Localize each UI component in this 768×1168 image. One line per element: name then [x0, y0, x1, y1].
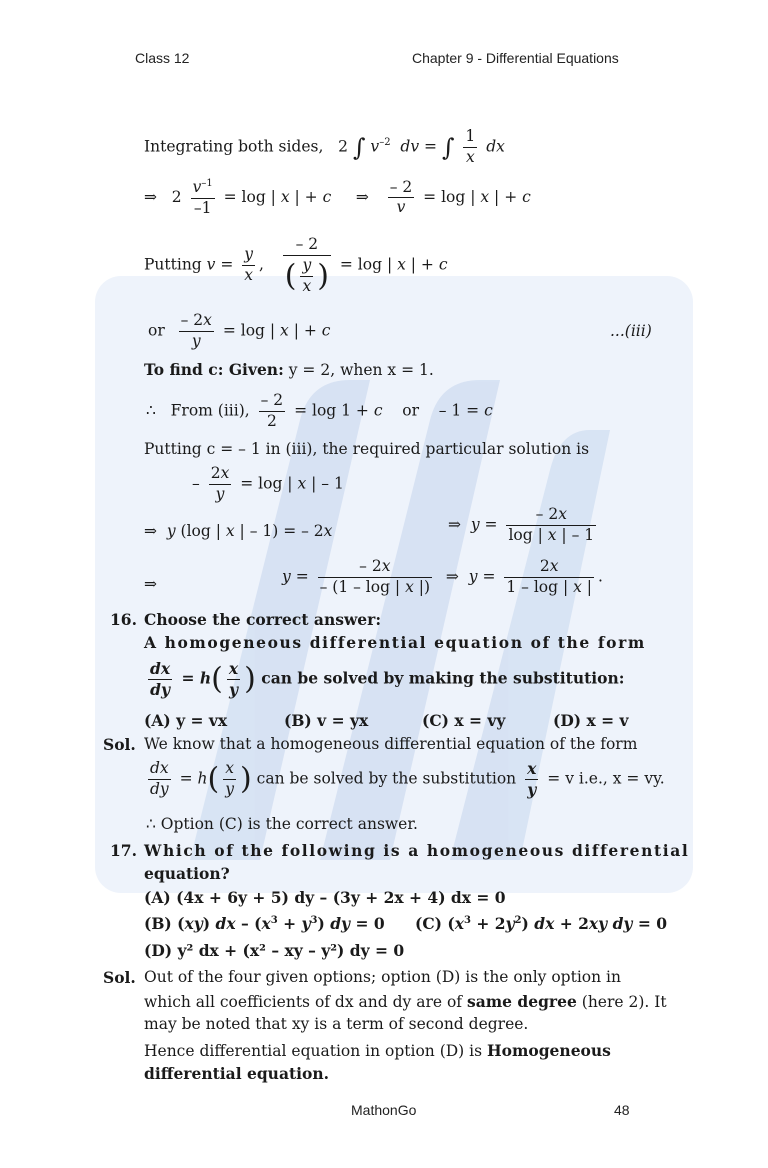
sol16-line-2-rest: = v i.e., x = vy. — [547, 769, 665, 788]
q17-opt-c: (C) $(x^3 + 2y^2)$ dx + 2xy dy = 0 — [415, 914, 668, 933]
sol17-line-4a: Hence differential equation in option (D) is — [144, 1042, 483, 1060]
find-c-label: To find c: Given: — [144, 360, 284, 379]
putting-c-line: Putting c = – 1 in (iii), the required particular solution is — [144, 440, 590, 458]
implies-line-3: ⇒ y = $\frac{- 2x}{\log | x | - 1}$ — [448, 505, 595, 544]
or-line: or $\frac{- 2x}{y}$ = log | x | + c — [148, 311, 331, 350]
find-c-rest: y = 2, when x = 1. — [288, 361, 434, 379]
integrating-label: Integrating both sides, — [144, 137, 324, 156]
header-class: Class 12 — [135, 50, 190, 66]
page-number: 48 — [614, 1102, 630, 1118]
implies-line-2: ⇒ y (log | x | – 1) = – 2x — [144, 522, 333, 540]
q17-opt-a: (A) (4x + 6y + 5) dy – (3y + 2x + 4) dx = 0 — [144, 888, 506, 907]
sol17-line-2b: same degree — [466, 992, 577, 1011]
q16-opt-a: (A) y = vx — [144, 711, 228, 730]
sol16-line-2-text: can be solved by the substitution — [256, 769, 517, 788]
sol17-line-4b: Homogeneous — [487, 1041, 611, 1060]
q17-opt-b: (B) (xy) dx – $(x^3 + y^3)$ dy = 0 — [144, 914, 385, 933]
from-iii-line: ∴ From (iii), $\frac{- 2}{2}$ = log 1 + c or – 1 = c — [146, 391, 493, 430]
sol17-line-2c: (here 2). It — [581, 993, 667, 1011]
header-chapter: Chapter 9 - Differential Equations — [412, 50, 619, 66]
sol17-line-2 — [144, 992, 667, 1011]
q16-line-3-text: can be solved by making the substitution: — [261, 668, 625, 688]
footer-brand: MathonGo — [351, 1102, 417, 1118]
sol17-line-1: Out of the four given options; option (D) is the only option in — [144, 968, 621, 986]
q16-line-2: A homogeneous differential equation of the form — [144, 633, 646, 652]
putting-label: Putting — [144, 255, 202, 274]
implies-line-4: y = $\frac{- 2x}{- (1 - \log | x |)}$ ⇒ y = $\frac{2x}{1 - \log | x |}$ . — [282, 557, 603, 596]
sol17-line-3: may be noted that xy is a term of second degree. — [144, 1015, 529, 1033]
find-c-line — [144, 360, 434, 379]
sol17-line-5: differential equation. — [144, 1064, 330, 1083]
implies-line-1: ⇒ 2 $\frac{v^{-1}}{-1}$ = log | x | + c ⇒ $\frac{- 2}{v}$ = log | x | + c — [144, 177, 531, 217]
sol16-line-1: We know that a homogeneous differential equation of the form — [144, 735, 638, 753]
q16-number: 16. — [110, 610, 137, 629]
q16-opt-d: (D) x = v — [553, 711, 629, 730]
or-label: or — [148, 321, 165, 340]
sol16-line-2: $\frac{dx}{dy}$ = h( $\frac{x}{y}$ ) can be solved by the substitution $\frac{x}{y}$ = v i.e., x = vy. — [150, 759, 665, 799]
particular-solution: – $\frac{2x}{y}$ = log | x | – 1 — [192, 464, 344, 503]
putting-v-line: Putting v = $\frac{y}{x}$ , – 2 ( $\frac{y}{x}$ ) = log | x | + c — [144, 235, 448, 295]
q16-opt-b: (B) v = yx — [284, 711, 369, 730]
sol17-line-2a: which all coefficients of dx and dy are of — [144, 993, 463, 1011]
integrating-line: Integrating both sides, 2 ∫ $v^{-2}$ dv = ∫ $\frac{1}{x}$ dx — [144, 127, 505, 166]
sol16-line-3: ∴ Option (C) is the correct answer. — [146, 815, 418, 833]
q16-line-3: $\frac{dx}{dy}$ = h( $\frac{x}{y}$ ) can be solved by making the substitution: — [150, 659, 625, 699]
q16-opt-c: (C) x = vy — [422, 711, 506, 730]
sol17-line-4 — [144, 1041, 611, 1060]
q17-opt-d: (D) y² dx + (x² – xy – y²) dy = 0 — [144, 941, 405, 960]
eq-tag-iii: ...(iii) — [610, 322, 652, 340]
q17-line-2: equation? — [144, 864, 230, 883]
sol17-label: Sol. — [103, 968, 136, 987]
q16-line-1: Choose the correct answer: — [144, 610, 382, 629]
implies-arrow-4: ⇒ — [144, 575, 157, 593]
q17-number: 17. — [110, 841, 137, 860]
from-iii-label: From (iii), — [170, 401, 250, 420]
q17-line-1: Which of the following is a homogeneous differential — [144, 841, 690, 860]
sol16-label: Sol. — [103, 735, 136, 754]
